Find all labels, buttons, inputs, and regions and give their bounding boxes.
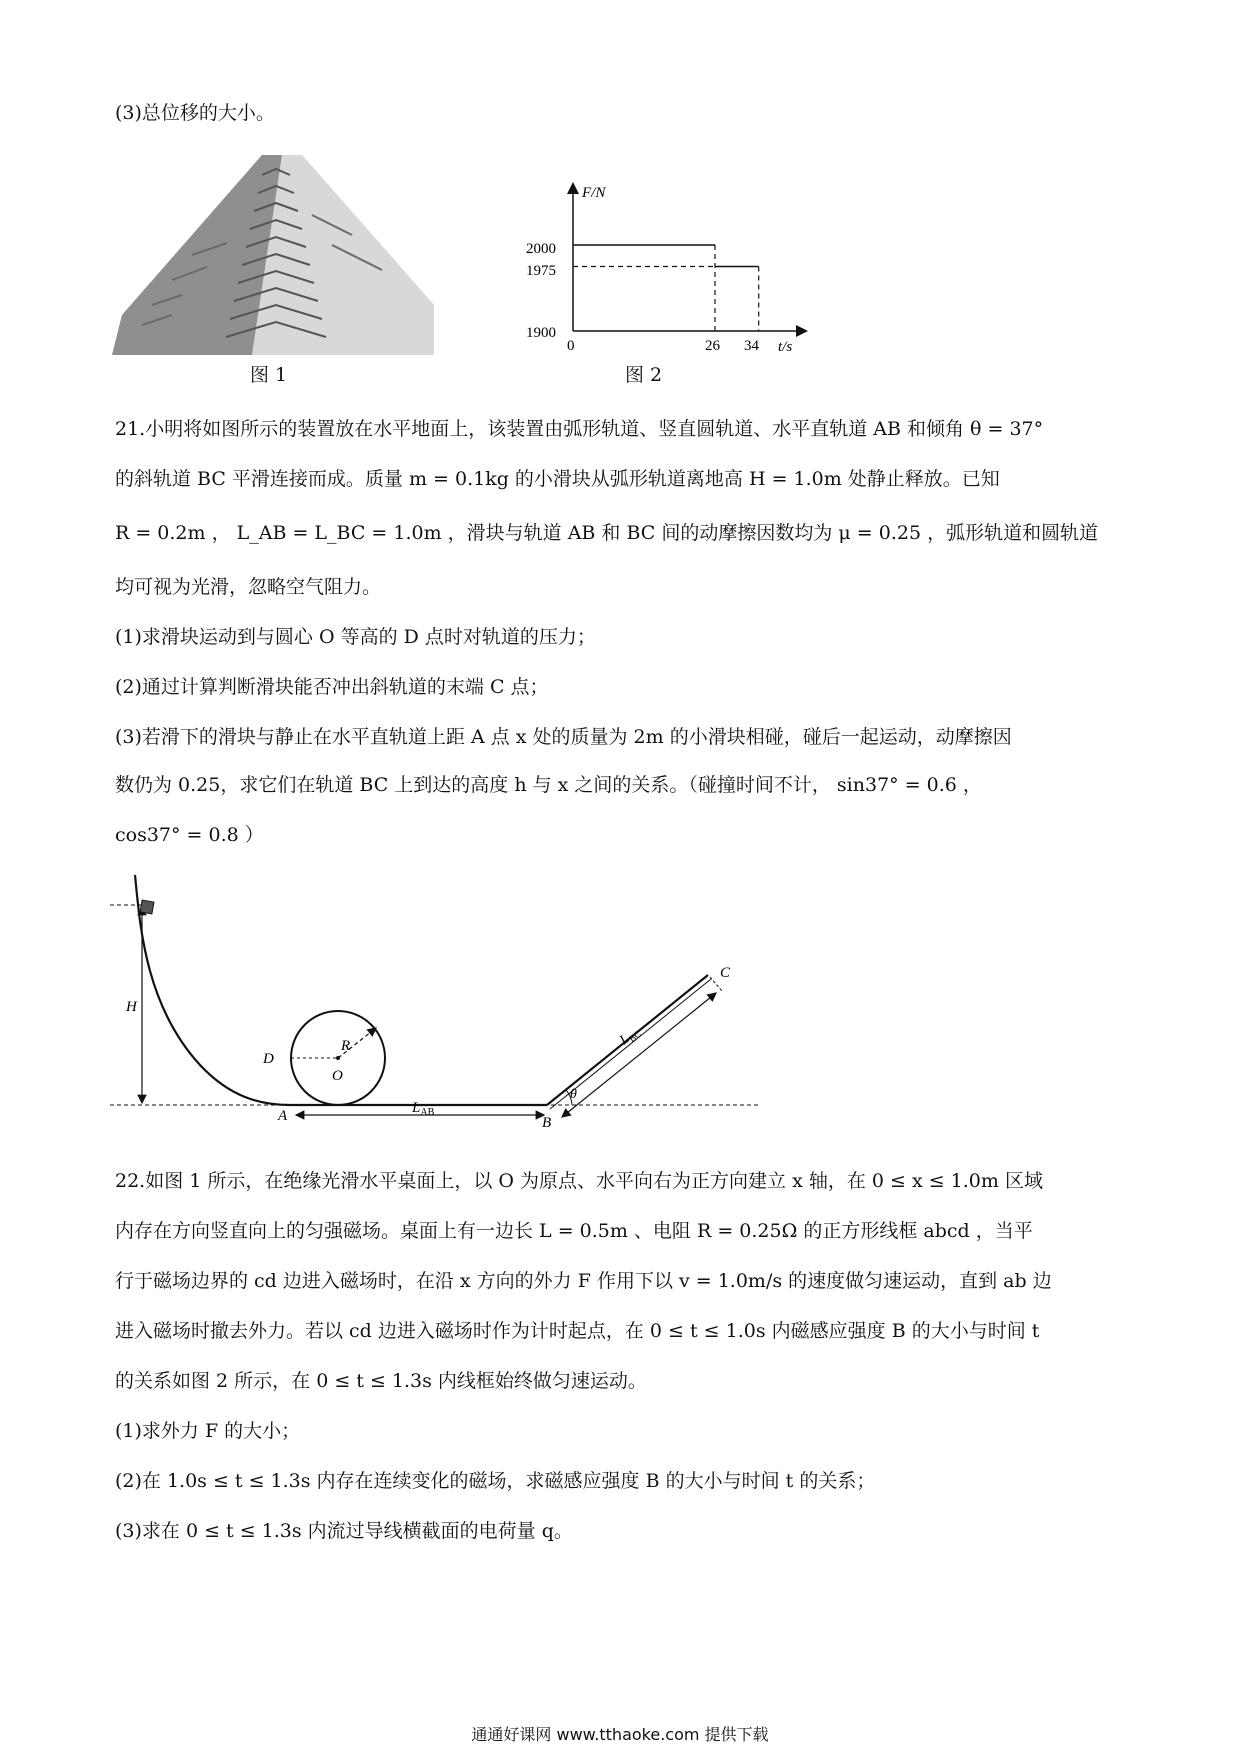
label-C: C <box>720 965 731 981</box>
arc-track <box>135 875 290 1105</box>
building-photo <box>112 155 434 355</box>
label-B: B <box>542 1115 552 1130</box>
q22-part2: (2)在 1.0s ≤ t ≤ 1.3s 内存在连续变化的磁场，求磁感应强度 B 的大小与时间 t 的关系； <box>115 1470 876 1492</box>
q21-part3-line3: cos37° = 0.8 ） <box>115 824 264 846</box>
label-LBC: $L_{BC}$ <box>617 1028 643 1049</box>
force-time-chart <box>520 175 820 355</box>
fig2-caption: 图 2 <box>625 364 663 386</box>
q21-part3-line1: (3)若滑下的滑块与静止在水平直轨道上距 A 点 x 处的质量为 2m 的小滑块相碰，碰后一起运动，动摩擦因 <box>115 726 1012 748</box>
x-tick-26: 26 <box>705 338 720 354</box>
label-theta: θ <box>570 1087 577 1102</box>
x-tick-34: 34 <box>744 338 759 354</box>
q21-part3-line2: 数仍为 0.25，求它们在轨道 BC 上到达的高度 h 与 x 之间的关系。（碰撞时间不计， sin37° = 0.6 ， <box>115 774 982 796</box>
q22-line1: 22.如图 1 所示，在绝缘光滑水平桌面上，以 O 为原点、水平向右为正方向建立 x 轴，在 0 ≤ x ≤ 1.0m 区域 <box>115 1170 1043 1192</box>
q21-part1: (1)求滑块运动到与圆心 O 等高的 D 点时对轨道的压力； <box>115 626 596 648</box>
y-axis-label: F/N <box>582 185 606 201</box>
footer-text: 通通好课网 www.tthaoke.com 提供下载 <box>471 1725 769 1744</box>
q21-line4: 均可视为光滑，忽略空气阻力。 <box>115 576 382 598</box>
slider-block <box>140 900 154 914</box>
y-tick-2000: 2000 <box>526 241 556 257</box>
q22-part3: (3)求在 0 ≤ t ≤ 1.3s 内流过导线横截面的电荷量 q。 <box>115 1520 573 1542</box>
q21-line1: 21.小明将如图所示的装置放在水平地面上，该装置由弧形轨道、竖直圆轨道、水平直轨道 AB 和倾角 θ = 37° <box>115 418 1044 440</box>
label-O: O <box>332 1068 343 1084</box>
q22-line2: 内存在方向竖直向上的匀强磁场。桌面上有一边长 L = 0.5m 、电阻 R = 0.25Ω 的正方形线框 abcd ，当平 <box>115 1220 1033 1242</box>
q20-part3: (3)总位移的大小。 <box>115 102 275 124</box>
x-axis-label: t/s <box>778 339 793 355</box>
label-LAB: $L_{AB}$ <box>412 1100 435 1118</box>
label-R: R <box>341 1038 351 1054</box>
label-H: H <box>126 999 137 1015</box>
label-A: A <box>278 1108 288 1124</box>
dimension-BC <box>562 993 716 1117</box>
q22-part1: (1)求外力 F 的大小； <box>115 1420 301 1442</box>
track-diagram <box>110 865 770 1130</box>
fig1-caption: 图 1 <box>250 364 288 386</box>
q22-line5: 的关系如图 2 所示，在 0 ≤ t ≤ 1.3s 内线框始终做匀速运动。 <box>115 1370 647 1392</box>
origin-label: 0 <box>567 338 575 354</box>
q21-line2: 的斜轨道 BC 平滑连接而成。质量 m = 0.1kg 的小滑块从弧形轨道离地高 H = 1.0m 处静止释放。已知 <box>115 468 1000 490</box>
q21-part2: (2)通过计算判断滑块能否冲出斜轨道的末端 C 点； <box>115 676 549 698</box>
q22-line4: 进入磁场时撤去外力。若以 cd 边进入磁场时作为计时起点，在 0 ≤ t ≤ 1.0s 内磁感应强度 B 的大小与时间 t <box>115 1320 1040 1342</box>
y-tick-1975: 1975 <box>526 263 556 279</box>
label-D: D <box>263 1051 274 1067</box>
y-tick-1900: 1900 <box>526 325 556 341</box>
q21-line3: R = 0.2m ， L_AB = L_BC = 1.0m ，滑块与轨道 AB 和 BC 间的动摩擦因数均为 μ = 0.25 ，弧形轨道和圆轨道 <box>115 522 1099 544</box>
q22-line3: 行于磁场边界的 cd 边进入磁场时，在沿 x 方向的外力 F 作用下以 v = 1.0m/s 的速度做匀速运动，直到 ab 边 <box>115 1270 1052 1292</box>
